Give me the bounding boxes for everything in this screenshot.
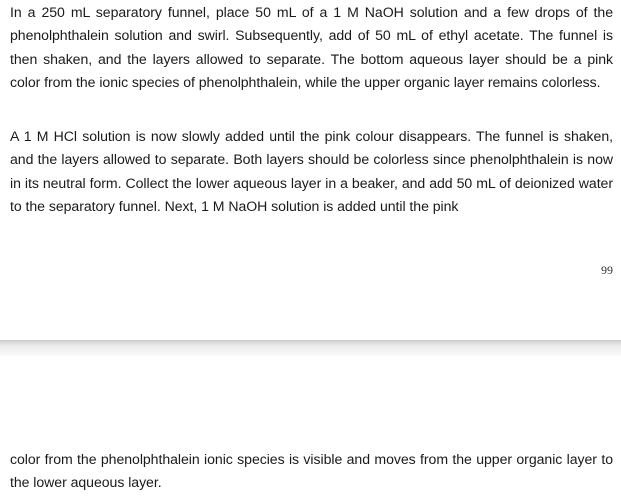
paragraph-funnel-setup: In a 250 mL separatory funnel, place 50 mL of a 1 M NaOH solution and a few drops of the phenolphthalein solution and swirl. Subsequently, add of 50 mL of ethyl acetate. The funnel is then shaken, and the layers allowed to separate. The bottom aqueous layer should be a pink color from the ionic species of phenolphthalein, while the upper organic layer remains colorless.	[10, 4, 613, 91]
paragraph-hcl-addition: A 1 M HCl solution is now slowly added until the pink colour disappears. The funnel is shaken, and the layers allowed to separate. Both layers should be colorless since phenolphthalein is now in its neutral form. Collect the lower aqueous layer in a beaker, and add 50 mL of deionized water to the separatory funnel. Next, 1 M NaOH solution is added until the pink	[10, 128, 613, 215]
document-page-100	[0, 356, 621, 497]
paragraph-continuation: color from the phenolphthalein ionic species is visible and moves from the upper organic layer to the lower aqueous layer.	[10, 451, 613, 491]
page-number: 99	[601, 263, 613, 277]
page-separator	[0, 340, 621, 356]
